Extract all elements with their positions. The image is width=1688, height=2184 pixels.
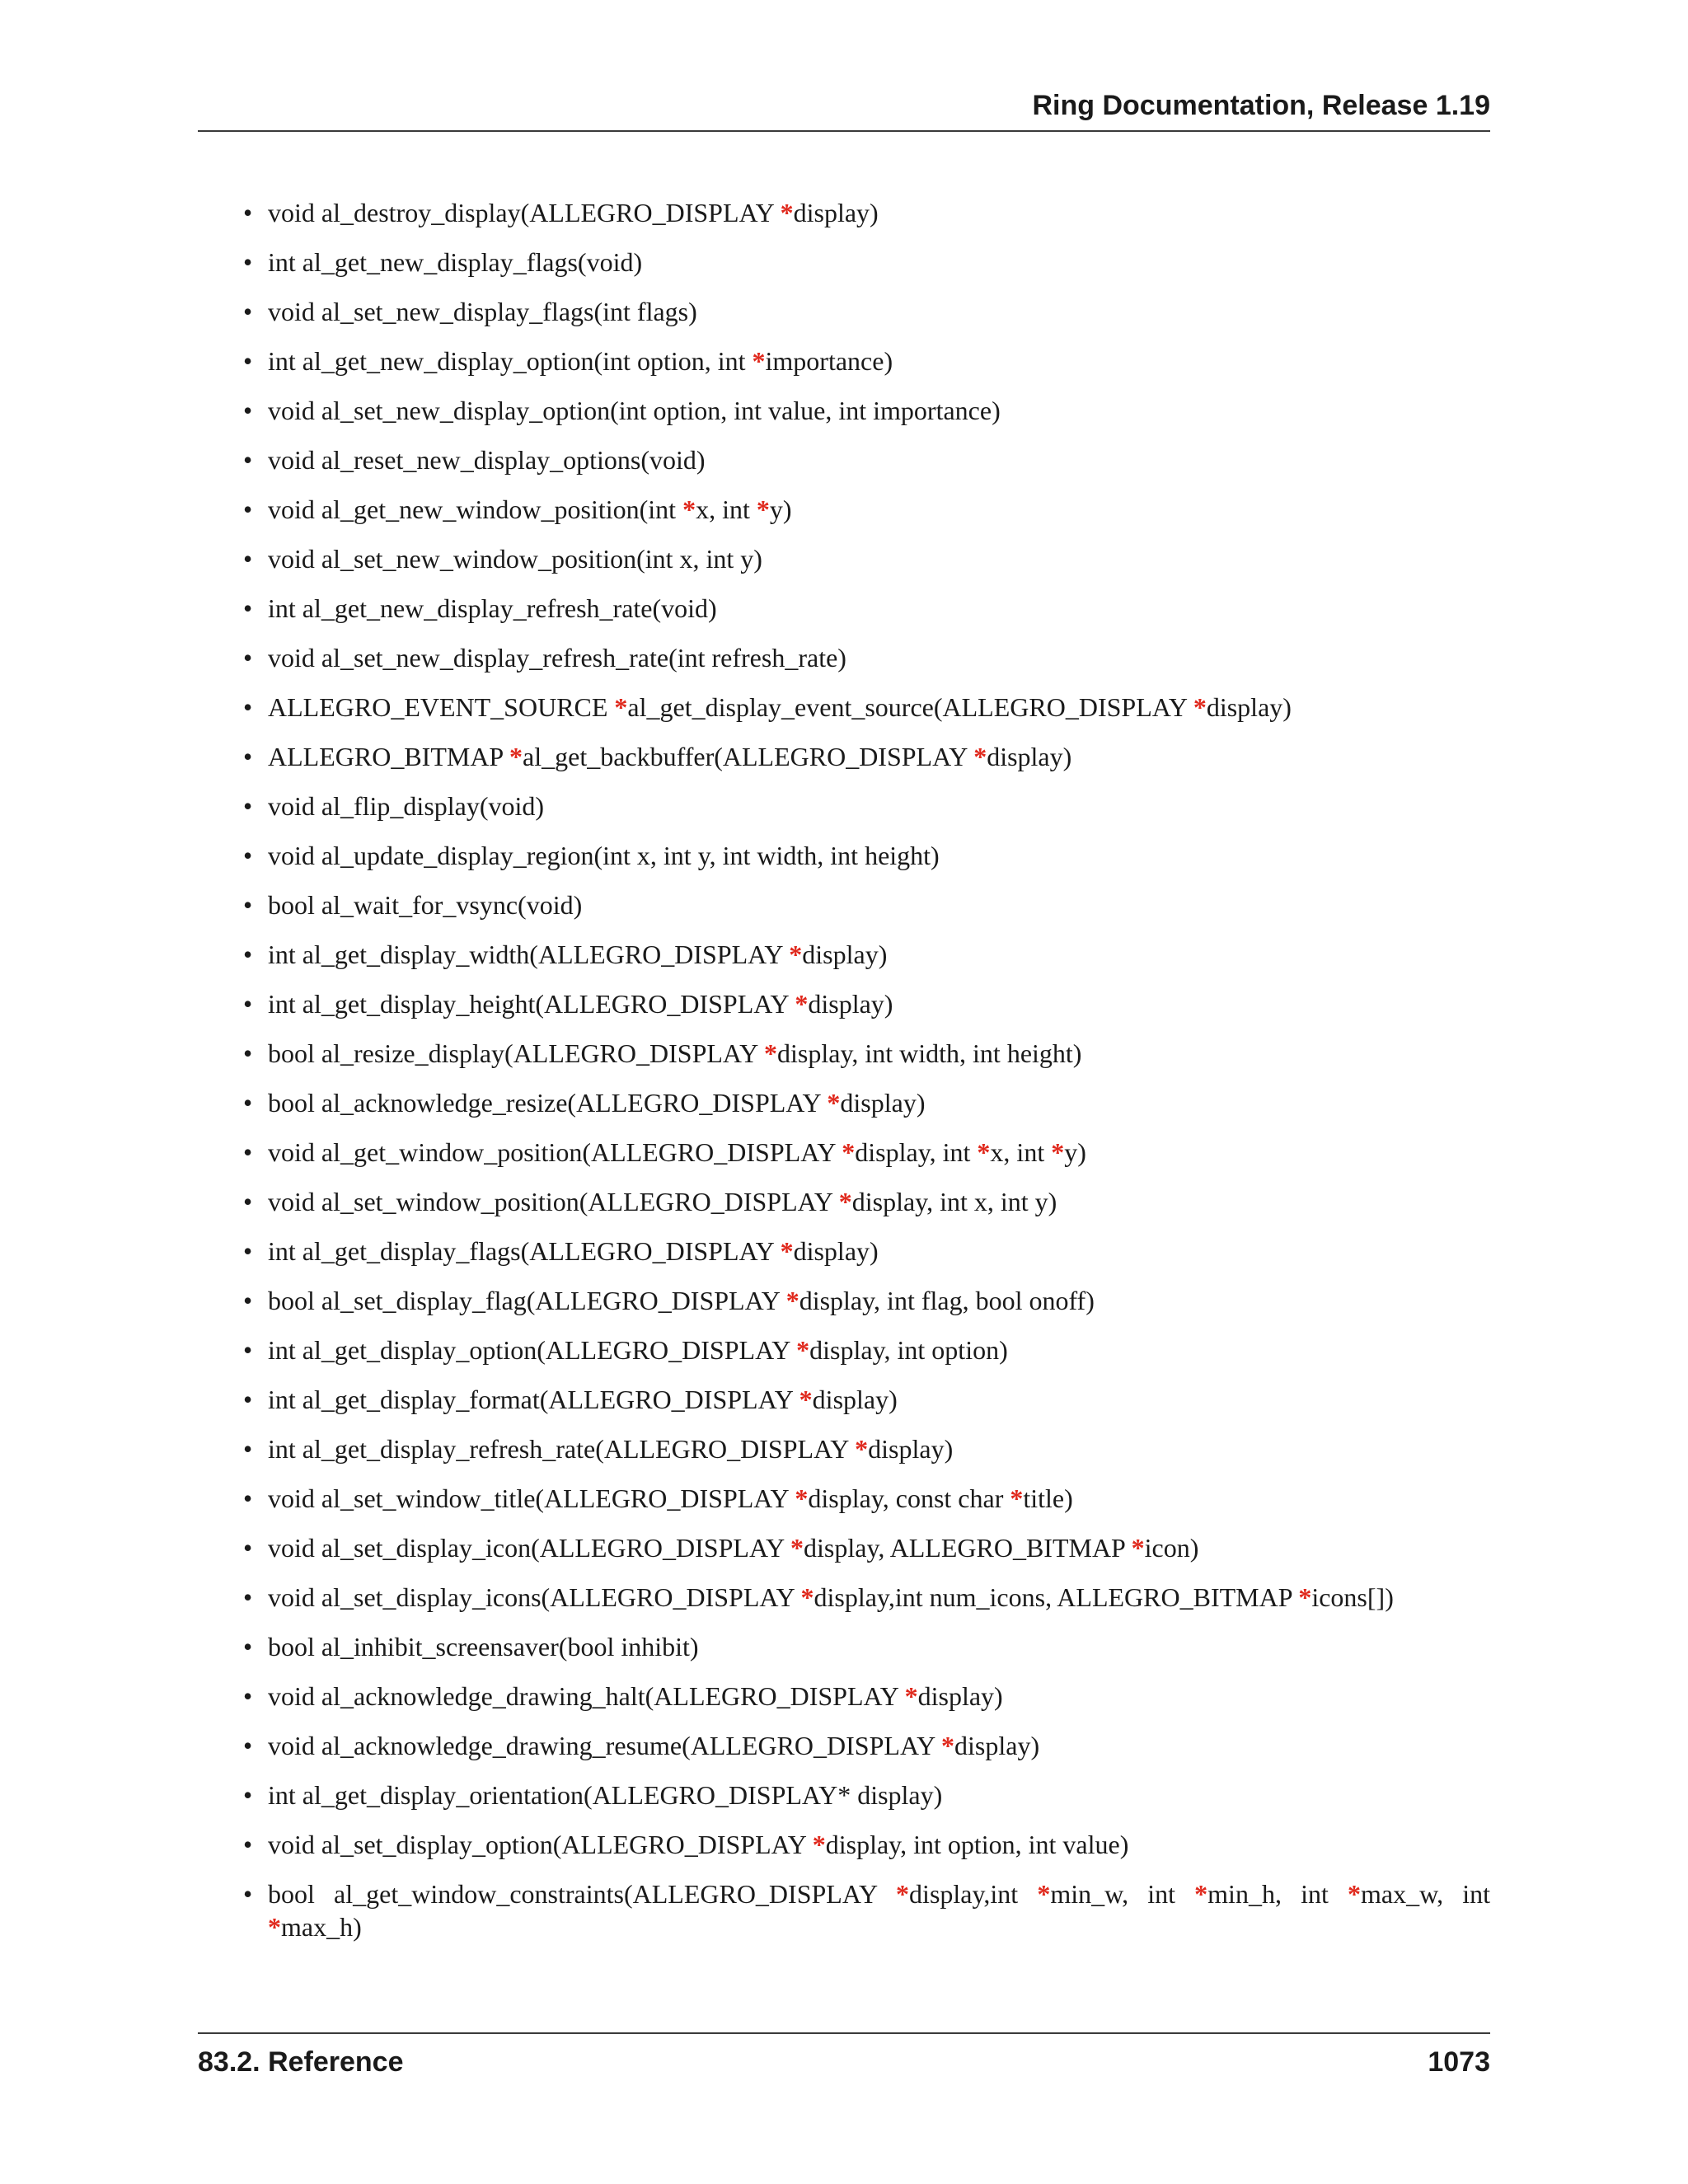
page-footer <box>198 2032 1490 2083</box>
bullet-icon: • <box>243 593 253 623</box>
function-item <box>243 641 1490 691</box>
function-signature: int al_get_display_width(ALLEGRO_DISPLAY *display) <box>268 940 888 969</box>
pointer-star: * <box>1298 1582 1312 1612</box>
function-signature: void al_set_new_display_option(int option, int value, int importance) <box>268 396 1001 425</box>
pointer-star: * <box>614 692 628 722</box>
function-signature: void al_destroy_display(ALLEGRO_DISPLAY *display) <box>268 198 879 227</box>
function-item <box>243 196 1490 246</box>
function-signature: int al_get_display_height(ALLEGRO_DISPLAY *display) <box>268 989 893 1019</box>
function-item <box>243 740 1490 790</box>
function-signature: bool al_wait_for_vsync(void) <box>268 890 583 920</box>
function-item <box>243 1136 1490 1185</box>
function-item <box>243 1086 1490 1136</box>
function-item <box>243 790 1490 839</box>
bullet-icon: • <box>243 1137 253 1167</box>
function-signature: void al_set_display_icon(ALLEGRO_DISPLAY *display, ALLEGRO_BITMAP *icon) <box>268 1533 1199 1563</box>
function-item <box>243 1828 1490 1877</box>
bullet-icon: • <box>243 1483 253 1513</box>
bullet-icon: • <box>243 494 253 524</box>
pointer-star: * <box>827 1088 841 1118</box>
function-item <box>243 1333 1490 1383</box>
function-signature: void al_update_display_region(int x, int y, int width, int height) <box>268 841 940 870</box>
function-signature: bool al_get_window_constraints(ALLEGRO_DISPLAY *display,int *min_w, int *min_h, int *max_w, int *max_h) <box>268 1879 1490 1942</box>
bullet-icon: • <box>243 1385 253 1414</box>
pointer-star: * <box>855 1434 869 1464</box>
document-title: Ring Documentation, Release 1.19 <box>1032 90 1490 121</box>
pointer-star: * <box>268 1912 281 1942</box>
function-signature: void al_set_window_position(ALLEGRO_DISPLAY *display, int x, int y) <box>268 1187 1057 1216</box>
function-signature: int al_get_display_format(ALLEGRO_DISPLAY *display) <box>268 1385 898 1414</box>
function-item <box>243 1235 1490 1284</box>
pointer-star: * <box>812 1830 826 1859</box>
function-signature: ALLEGRO_BITMAP *al_get_backbuffer(ALLEGRO_DISPLAY *display) <box>268 742 1072 771</box>
bullet-icon: • <box>243 1434 253 1464</box>
bullet-icon: • <box>243 1533 253 1563</box>
function-signature: void al_flip_display(void) <box>268 791 545 821</box>
function-signature: int al_get_display_refresh_rate(ALLEGRO_DISPLAY *display) <box>268 1434 954 1464</box>
pointer-star: * <box>842 1137 856 1167</box>
pointer-star: * <box>1193 692 1207 722</box>
function-item <box>243 344 1490 394</box>
pointer-star: * <box>799 1385 813 1414</box>
bullet-icon: • <box>243 198 253 227</box>
bullet-icon: • <box>243 1632 253 1661</box>
function-signature: void al_set_display_icons(ALLEGRO_DISPLAY *display,int num_icons, ALLEGRO_BITMAP *icons[]) <box>268 1582 1394 1612</box>
function-signature: int al_get_new_display_option(int option, int *importance) <box>268 346 893 376</box>
pointer-star: * <box>1131 1533 1145 1563</box>
bullet-icon: • <box>243 791 253 821</box>
bullet-icon: • <box>243 297 253 326</box>
bullet-icon: • <box>243 1088 253 1118</box>
function-signature: bool al_resize_display(ALLEGRO_DISPLAY *display, int width, int height) <box>268 1038 1082 1068</box>
pointer-star: * <box>789 940 803 969</box>
bullet-icon: • <box>243 1681 253 1711</box>
bullet-icon: • <box>243 1187 253 1216</box>
bullet-icon: • <box>243 1335 253 1365</box>
bullet-icon: • <box>243 1879 253 1909</box>
bullet-icon: • <box>243 643 253 673</box>
function-signature: void al_reset_new_display_options(void) <box>268 445 706 475</box>
function-item <box>243 1680 1490 1729</box>
function-item <box>243 542 1490 592</box>
bullet-icon: • <box>243 1286 253 1315</box>
function-item <box>243 987 1490 1037</box>
pointer-star: * <box>795 989 809 1019</box>
pointer-star: * <box>973 742 987 771</box>
function-item <box>243 1877 1490 1943</box>
function-item <box>243 888 1490 938</box>
section-reference: 83.2. Reference <box>198 2046 404 2078</box>
function-signature: void al_set_new_display_refresh_rate(int refresh_rate) <box>268 643 846 673</box>
function-item <box>243 1779 1490 1828</box>
pointer-star: * <box>904 1681 918 1711</box>
pointer-star: * <box>977 1137 991 1167</box>
function-signature: ALLEGRO_EVENT_SOURCE *al_get_display_event_source(ALLEGRO_DISPLAY *display) <box>268 692 1292 722</box>
function-signature: bool al_acknowledge_resize(ALLEGRO_DISPLAY *display) <box>268 1088 926 1118</box>
bullet-icon: • <box>243 1236 253 1266</box>
function-item <box>243 1432 1490 1482</box>
bullet-icon: • <box>243 890 253 920</box>
function-item <box>243 1185 1490 1235</box>
pointer-star: * <box>682 494 696 524</box>
function-signature: int al_get_new_display_flags(void) <box>268 247 643 277</box>
pointer-star: * <box>1037 1879 1051 1909</box>
function-signature: void al_set_new_display_flags(int flags) <box>268 297 697 326</box>
function-item <box>243 1482 1490 1531</box>
bullet-icon: • <box>243 396 253 425</box>
function-item <box>243 1729 1490 1779</box>
function-item <box>243 394 1490 443</box>
function-signature: void al_acknowledge_drawing_resume(ALLEGRO_DISPLAY *display) <box>268 1731 1040 1760</box>
function-item <box>243 443 1490 493</box>
bullet-icon: • <box>243 346 253 376</box>
function-item <box>243 1531 1490 1581</box>
pointer-star: * <box>1347 1879 1361 1909</box>
bullet-icon: • <box>243 989 253 1019</box>
bullet-icon: • <box>243 1582 253 1612</box>
bullet-icon: • <box>243 940 253 969</box>
function-item <box>243 295 1490 344</box>
pointer-star: * <box>941 1731 955 1760</box>
bullet-icon: • <box>243 1830 253 1859</box>
function-signature: int al_get_display_orientation(ALLEGRO_DISPLAY* display) <box>268 1780 943 1810</box>
pointer-star: * <box>785 1286 799 1315</box>
function-signature: int al_get_new_display_refresh_rate(void) <box>268 593 717 623</box>
function-item <box>243 1383 1490 1432</box>
pointer-star: * <box>800 1582 814 1612</box>
function-item <box>243 1630 1490 1680</box>
function-item <box>243 1581 1490 1630</box>
function-signature: int al_get_display_option(ALLEGRO_DISPLAY *display, int option) <box>268 1335 1008 1365</box>
function-item <box>243 691 1490 740</box>
pointer-star: * <box>509 742 523 771</box>
pointer-star: * <box>780 1236 794 1266</box>
pointer-star: * <box>752 346 766 376</box>
page-header <box>198 89 1490 132</box>
function-signature: void al_set_window_title(ALLEGRO_DISPLAY *display, const char *title) <box>268 1483 1073 1513</box>
pointer-star: * <box>796 1335 810 1365</box>
function-signature: void al_get_new_window_position(int *x, int *y) <box>268 494 792 524</box>
pointer-star: * <box>1010 1483 1024 1513</box>
function-signature: void al_set_display_option(ALLEGRO_DISPLAY *display, int option, int value) <box>268 1830 1129 1859</box>
function-item <box>243 1037 1490 1086</box>
bullet-icon: • <box>243 1731 253 1760</box>
pointer-star: * <box>795 1483 809 1513</box>
function-signature: bool al_inhibit_screensaver(bool inhibit) <box>268 1632 699 1661</box>
function-signature: bool al_set_display_flag(ALLEGRO_DISPLAY *display, int flag, bool onoff) <box>268 1286 1095 1315</box>
pointer-star: * <box>1051 1137 1065 1167</box>
pointer-star: * <box>780 198 794 227</box>
pointer-star: * <box>838 1187 852 1216</box>
function-item <box>243 246 1490 295</box>
function-item <box>243 493 1490 542</box>
bullet-icon: • <box>243 1780 253 1810</box>
function-signature: void al_get_window_position(ALLEGRO_DISPLAY *display, int *x, int *y) <box>268 1137 1086 1167</box>
pointer-star: * <box>756 494 770 524</box>
function-list <box>243 196 1490 1943</box>
pointer-star: * <box>764 1038 777 1068</box>
bullet-icon: • <box>243 1038 253 1068</box>
bullet-icon: • <box>243 742 253 771</box>
function-item <box>243 839 1490 888</box>
bullet-icon: • <box>243 445 253 475</box>
function-signature: int al_get_display_flags(ALLEGRO_DISPLAY *display) <box>268 1236 879 1266</box>
function-signature: void al_set_new_window_position(int x, int y) <box>268 544 762 574</box>
bullet-icon: • <box>243 692 253 722</box>
pointer-star: * <box>790 1533 804 1563</box>
bullet-icon: • <box>243 841 253 870</box>
function-item <box>243 938 1490 987</box>
bullet-icon: • <box>243 247 253 277</box>
bullet-icon: • <box>243 544 253 574</box>
function-item <box>243 592 1490 641</box>
function-signature: void al_acknowledge_drawing_halt(ALLEGRO_DISPLAY *display) <box>268 1681 1003 1711</box>
pointer-star: * <box>896 1879 910 1909</box>
pointer-star: * <box>1194 1879 1208 1909</box>
page-number: 1073 <box>1428 2046 1490 2078</box>
function-item <box>243 1284 1490 1333</box>
